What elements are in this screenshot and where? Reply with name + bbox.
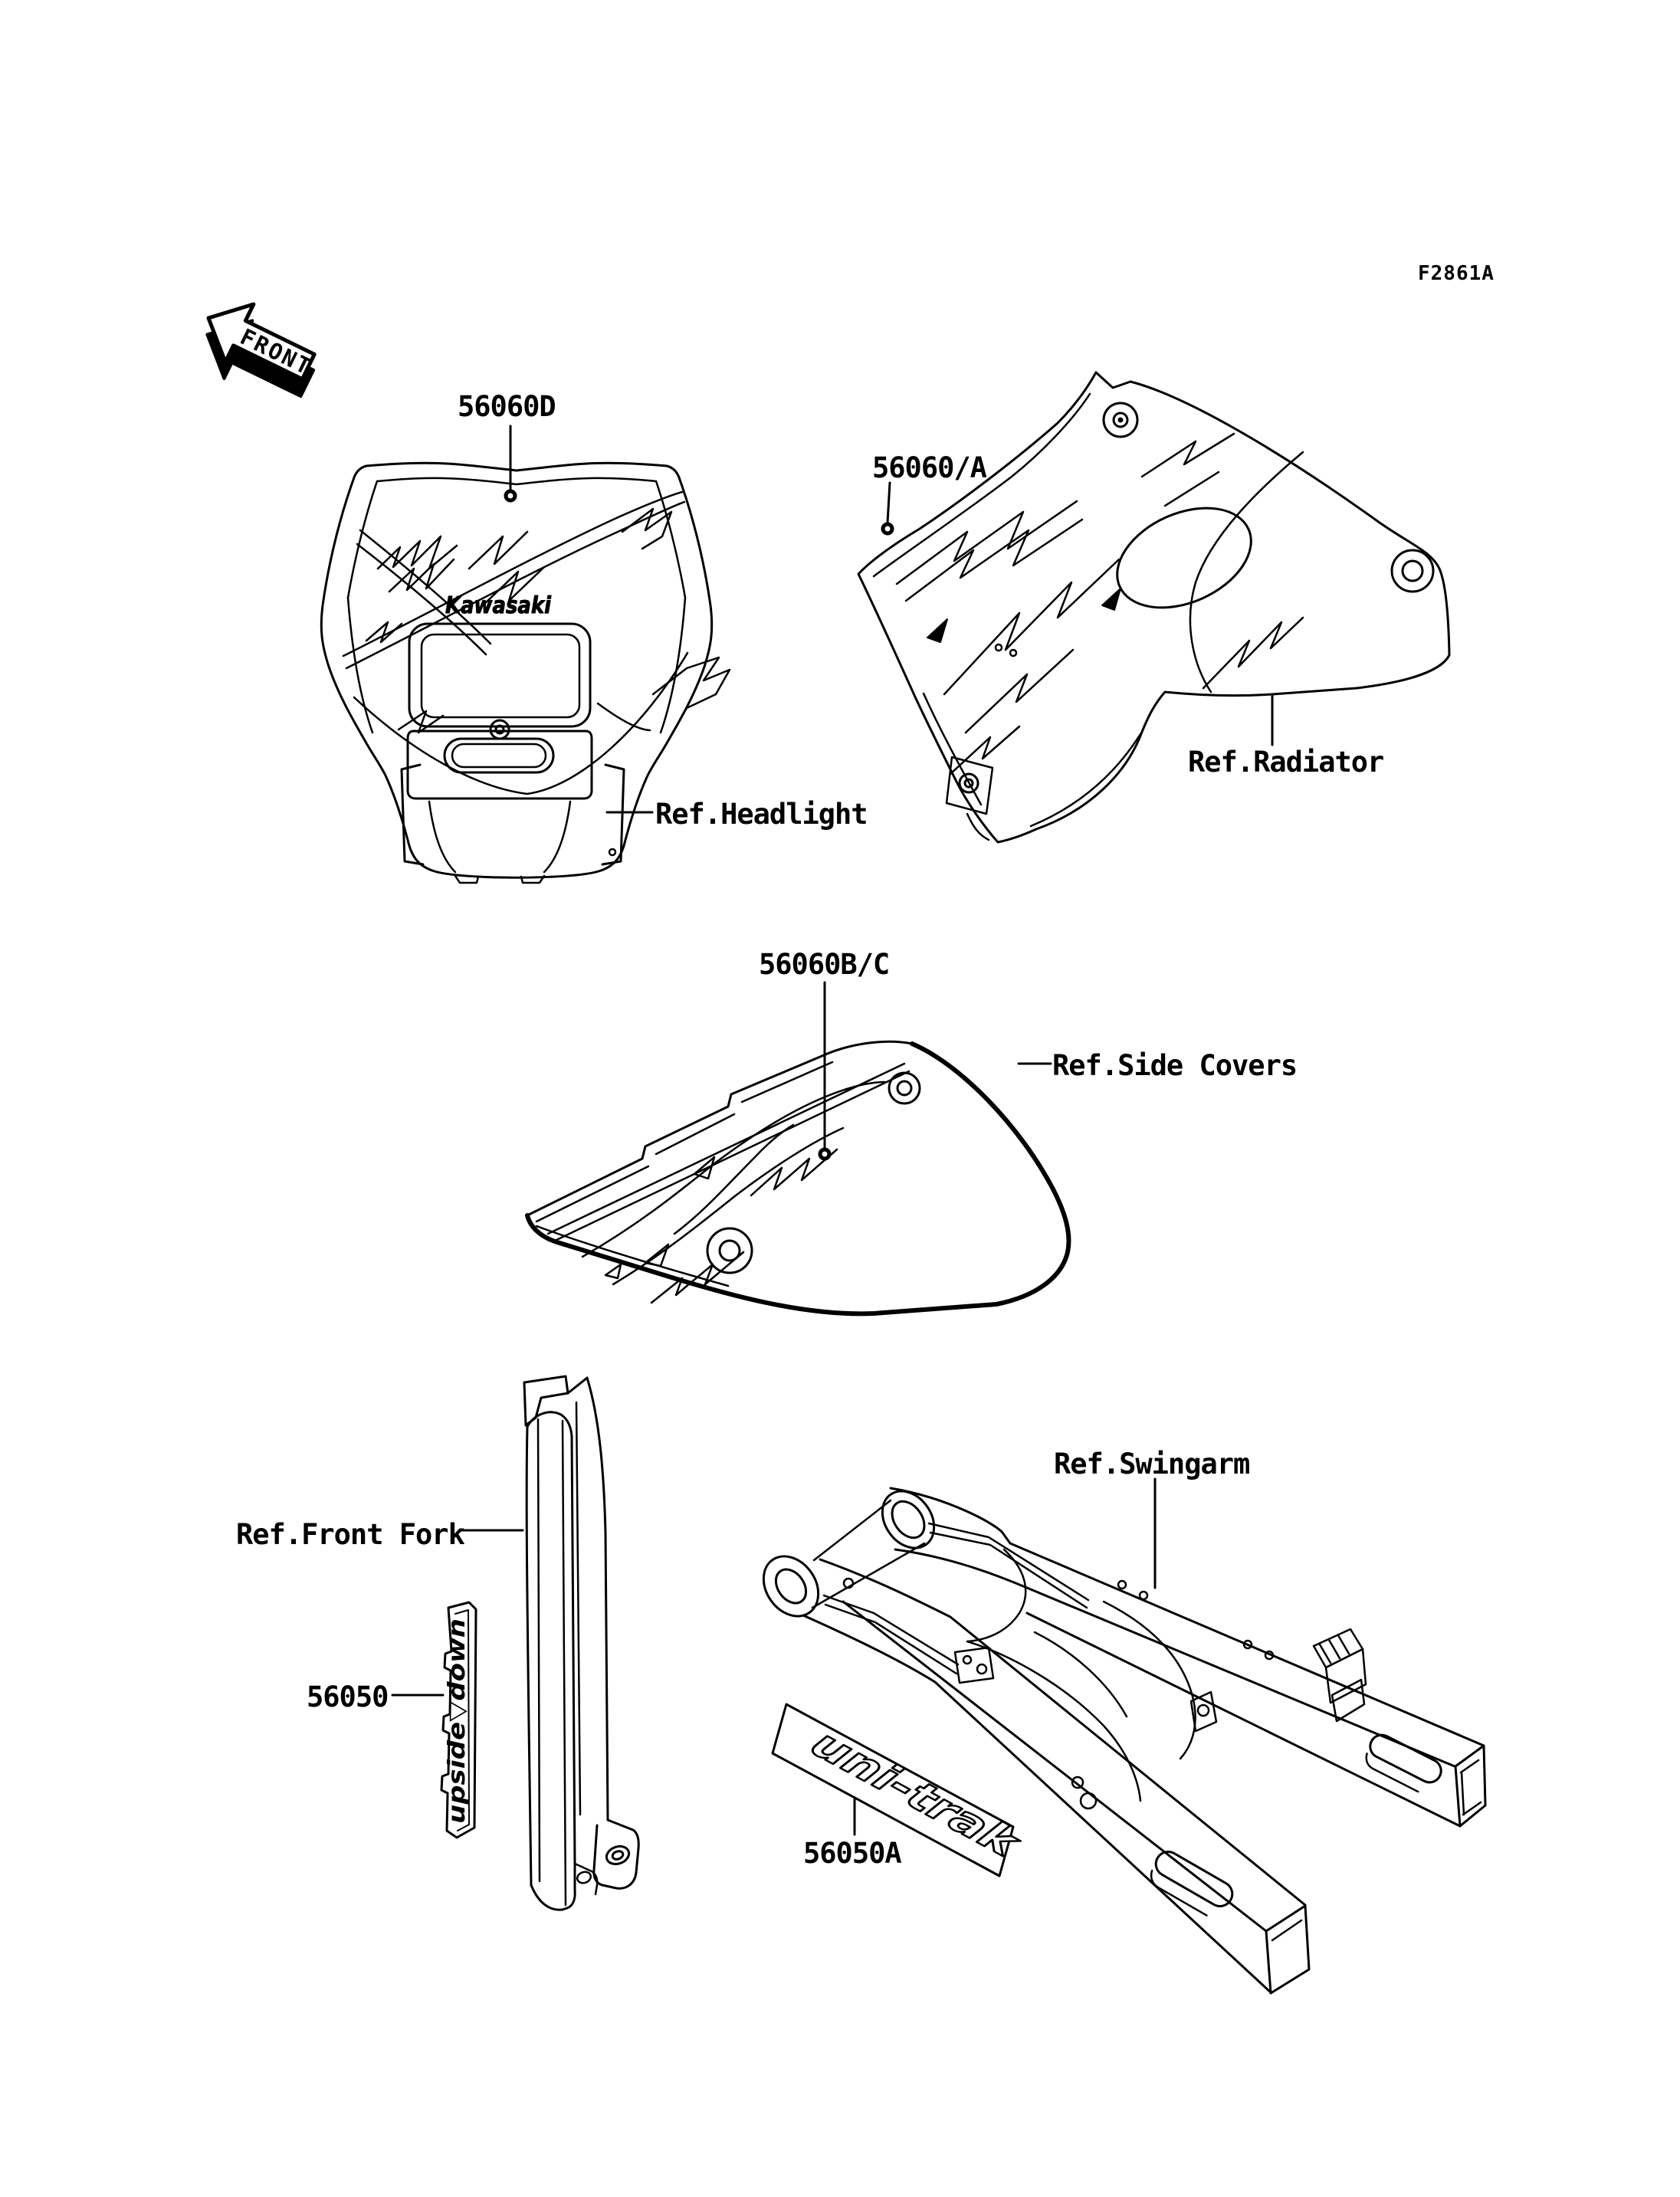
kawasaki-logo: Kawasaki <box>445 592 552 619</box>
part-label-56060bc: 56060B/C <box>759 948 890 981</box>
part-label-56060d: 56060D <box>458 390 556 423</box>
part-label-56050a: 56050A <box>803 1837 901 1870</box>
uni-trak-decal-text: uni-trak <box>801 1721 989 1844</box>
ref-swingarm-label: Ref.Swingarm <box>1054 1448 1250 1481</box>
fork-decal-drawing <box>441 1602 476 1838</box>
ref-headlight-label: Ref.Headlight <box>655 798 868 831</box>
ref-front-fork-label: Ref.Front Fork <box>236 1518 464 1551</box>
ref-radiator-label: Ref.Radiator <box>1188 746 1384 779</box>
front-fork-guard-drawing <box>524 1376 638 1910</box>
ref-side-covers-label: Ref.Side Covers <box>1052 1049 1298 1082</box>
part-label-56060-a: 56060/A <box>872 451 986 484</box>
diagram-code: F2861A <box>1418 262 1495 285</box>
upside-down-decal-text: upside▽down <box>444 1649 471 1824</box>
part-label-56050: 56050 <box>307 1681 389 1713</box>
front-arrow-icon <box>188 289 328 412</box>
side-cover-drawing <box>527 1041 1068 1313</box>
swingarm-drawing <box>753 1481 1485 1993</box>
front-arrow-label: FRONT <box>236 323 317 381</box>
